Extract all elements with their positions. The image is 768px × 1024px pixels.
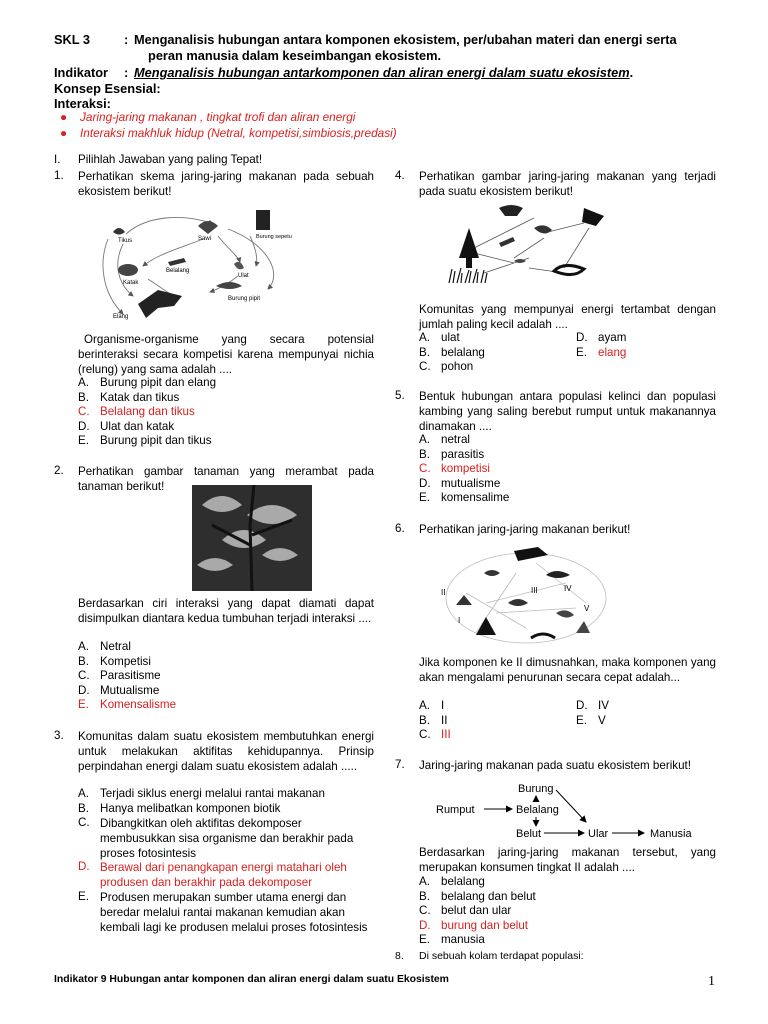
snake-icon: [531, 634, 555, 638]
tikus-icon: [113, 228, 125, 235]
option-text: I: [441, 699, 445, 712]
q5-number: 5.: [395, 389, 405, 402]
q1-food-web-figure: [78, 204, 308, 324]
q3-option-a[interactable]: [78, 787, 325, 800]
q1-label-burung-pipit: Burung pipit: [228, 296, 261, 302]
q7-number: 7.: [395, 758, 405, 771]
q7-node-manusia: Manusia: [650, 828, 692, 840]
option-letter: B.: [78, 391, 89, 404]
interaksi-label: Interaksi:: [54, 96, 111, 111]
q7-node-rumput: Rumput: [436, 804, 475, 816]
q2-climbing-plant-photo: [192, 485, 312, 591]
sawi-icon: [198, 221, 218, 234]
page-number: 1: [708, 974, 715, 989]
bullet-dot-icon: ●: [60, 110, 68, 124]
q6-option-d[interactable]: [576, 699, 609, 712]
option-text: III: [441, 728, 451, 741]
option-text: burung dan belut: [441, 919, 529, 932]
q6-text: Jika komponen ke II dimusnahkan, maka komponen yang akan mengalami penurunan secara cepat adalah...: [419, 656, 716, 684]
q1-option-d[interactable]: [78, 420, 174, 433]
q1-label-katak: Katak: [123, 280, 139, 286]
option-text: Netral: [100, 640, 131, 653]
frog-icon: [556, 610, 574, 617]
option-letter: B.: [419, 346, 430, 359]
option-text: IV: [598, 699, 609, 712]
option-text: II: [441, 714, 448, 727]
ayam-icon: [499, 205, 523, 216]
owl-icon: [484, 570, 500, 576]
q1-label-tikus: Tikus: [118, 238, 133, 244]
indikator-text: [134, 65, 633, 80]
q6-option-c[interactable]: [419, 728, 451, 741]
q6-number: 6.: [395, 522, 405, 535]
arrow-burung-ular: [556, 790, 586, 822]
q7-option-c[interactable]: [419, 904, 511, 917]
q2-option-d[interactable]: [78, 684, 159, 697]
skl-text-line1: Menganalisis hubungan antara komponen ekosistem, per/ubahan materi dan energi serta: [134, 32, 677, 47]
cat-icon: [514, 547, 548, 561]
option-text: Dibangkitkan oleh aktifitas dekomposer membusukkan sisa organisme dan berakhir pada proses fotosintesis: [100, 817, 354, 860]
q5-stem: Bentuk hubungan antara populasi kelinci dan populasi kambing yang saling berebut rumput untuk makanannya dinamakan ....: [419, 390, 716, 433]
tree-icon: [476, 617, 496, 635]
option-letter: E.: [78, 698, 89, 711]
option-text: belut dan ular: [441, 904, 512, 917]
option-text: Hanya melibatkan komponen biotik: [100, 802, 281, 815]
skl-colon: :: [124, 32, 129, 47]
q6-label-iii: III: [531, 586, 538, 595]
q2-option-c[interactable]: [78, 669, 161, 682]
q3-stem: Komunitas dalam suatu ekosistem membutuhkan energi untuk melakukan aktifitas kehidupannya. Prinsip perpindahan energi dalam suatu ekosistem adalah .....: [78, 730, 374, 773]
q6-option-b[interactable]: [419, 714, 447, 727]
q4-stem: Perhatikan gambar jaring-jaring makanan yang terjadi pada suatu ekosistem berikut!: [419, 170, 716, 198]
q3-option-d[interactable]: [78, 860, 374, 890]
option-text: Komensalisme: [100, 698, 177, 711]
option-letter: D.: [78, 420, 90, 433]
q1-option-e[interactable]: [78, 434, 212, 447]
q1-label-sawi: Sawi: [198, 236, 212, 242]
rabbit-icon: [456, 595, 472, 605]
q7-node-belut: Belut: [516, 828, 542, 840]
q8-number: 8.: [395, 950, 404, 962]
option-letter: D.: [419, 477, 431, 490]
option-letter: A.: [419, 433, 430, 446]
option-letter: C.: [78, 669, 90, 682]
q6-label-iv: IV: [564, 584, 572, 593]
q4-number: 4.: [395, 169, 405, 182]
option-letter: C.: [78, 816, 90, 829]
section-num: I.: [54, 153, 61, 166]
q7-node-belalang: Belalang: [516, 804, 559, 816]
q7-option-d[interactable]: [419, 919, 528, 932]
option-letter: B.: [419, 890, 430, 903]
bullet-2-text: Interaksi makhluk hidup (Netral, kompetisi,simbiosis,predasi): [80, 126, 397, 140]
q3-option-c[interactable]: [78, 816, 374, 861]
option-letter: D.: [576, 699, 588, 712]
q2-text: Berdasarkan ciri interaksi yang dapat diamati dapat disimpulkan diantara kedua tumbuhan terjadi interaksi ....: [78, 597, 374, 625]
q1-label-belalang: Belalang: [166, 268, 190, 274]
option-letter: A.: [419, 699, 430, 712]
option-text: Parasitisme: [100, 669, 161, 682]
q7-text: Berdasarkan jaring-jaring makanan tersebut, yang merupakan konsumen tingkat II adalah ....: [419, 846, 716, 874]
belalang-icon: [499, 237, 515, 247]
option-letter: B.: [419, 714, 430, 727]
q5-option-b[interactable]: [419, 448, 484, 461]
q4-option-a[interactable]: [419, 331, 460, 344]
q6-label-ii: II: [441, 588, 446, 597]
katak-icon: [118, 264, 138, 276]
q1-option-b[interactable]: [78, 391, 179, 404]
option-text: netral: [441, 433, 471, 446]
rumput-icon: [449, 268, 487, 283]
skl-text-line2: peran manusia dalam keseimbangan ekosistem.: [148, 48, 442, 63]
q6-option-e[interactable]: [576, 714, 606, 727]
option-text: Kompetisi: [100, 655, 151, 668]
option-text: belalang: [441, 346, 485, 359]
q4-option-d[interactable]: [576, 331, 626, 344]
option-letter: E.: [576, 714, 587, 727]
q7-stem: Jaring-jaring makanan pada suatu ekosistem berikut!: [419, 759, 691, 772]
option-letter: D.: [419, 919, 431, 932]
q1-label-elang: Elang: [113, 314, 129, 320]
q2-option-e[interactable]: [78, 698, 176, 711]
skl-label: SKL 3: [54, 32, 91, 47]
grasshopper-icon: [508, 599, 528, 606]
q7-option-e[interactable]: [419, 933, 485, 946]
q6-option-a[interactable]: [419, 699, 444, 712]
bullet-dot-icon: ●: [60, 126, 68, 140]
option-text: V: [598, 714, 606, 727]
option-text: Katak dan tikus: [100, 391, 180, 404]
burung-sepetu-icon: [256, 210, 270, 230]
option-text: Ulat dan katak: [100, 420, 175, 433]
q1-label-ulat: Ulat: [238, 273, 249, 279]
option-text: mutualisme: [441, 477, 501, 490]
option-letter: B.: [78, 655, 89, 668]
konsep-esensial: Konsep Esensial:: [54, 81, 161, 96]
rat-icon: [546, 571, 570, 578]
footer-text: Indikator 9 Hubungan antar komponen dan aliran energi dalam suatu Ekosistem: [54, 974, 449, 985]
elang-icon: [138, 290, 182, 318]
option-letter: C.: [419, 360, 431, 373]
ular-icon: [554, 265, 584, 274]
option-letter: C.: [419, 728, 431, 741]
bullet-1-text: Jaring-jaring makanan , tingkat trofi dan aliran energi: [80, 110, 356, 124]
option-text: belalang dan belut: [441, 890, 536, 903]
q1-text: Organisme-organisme yang secara potensial berinteraksi secara kompetisi karena mempunyai nichia (relung) yang sama adalah ....: [78, 333, 374, 376]
q3-option-b[interactable]: [78, 802, 280, 815]
option-text: pohon: [441, 360, 474, 373]
indikator-dot: .: [629, 65, 634, 80]
bullet-1: [60, 110, 355, 124]
q2-number: 2.: [54, 464, 64, 477]
q5-option-a[interactable]: [419, 433, 470, 446]
indikator-label: Indikator: [54, 65, 109, 80]
q3-option-e[interactable]: [78, 890, 374, 935]
option-letter: E.: [419, 491, 430, 504]
q6-stem: Perhatikan jaring-jaring makanan berikut!: [419, 523, 631, 536]
option-letter: A.: [419, 875, 430, 888]
option-letter: A.: [78, 787, 89, 800]
option-text: belalang: [441, 875, 485, 888]
q8-stem: Di sebuah kolam terdapat populasi:: [419, 950, 584, 962]
q3-number: 3.: [54, 729, 64, 742]
q5-option-e[interactable]: [419, 491, 509, 504]
q2-option-a[interactable]: [78, 640, 131, 653]
option-letter: C.: [419, 904, 431, 917]
q7-food-chain-diagram: [436, 780, 706, 842]
option-letter: E.: [78, 434, 89, 447]
q7-node-ular: Ular: [588, 828, 609, 840]
option-letter: E.: [576, 346, 587, 359]
q7-option-a[interactable]: [419, 875, 485, 888]
indikator-text-body: Menganalisis hubungan antarkomponen dan aliran energi dalam suatu ekosistem: [134, 65, 630, 80]
q1-label-burung-sepetu: Burung sepetu: [256, 234, 292, 240]
q4-text: Komunitas yang mempunyai energi tertambat dengan jumlah paling kecil adalah ....: [419, 303, 716, 331]
option-letter: D.: [576, 331, 588, 344]
pohon-icon: [459, 228, 479, 268]
option-letter: B.: [419, 448, 430, 461]
option-text: parasitis: [441, 448, 485, 461]
q2-stem: Perhatikan gambar tanaman yang merambat pada tanaman berikut!: [78, 465, 374, 493]
section-title: Pilihlah Jawaban yang paling Tepat!: [78, 153, 263, 166]
bullet-2: [60, 126, 397, 140]
option-text: ulat: [441, 331, 460, 344]
option-text: Terjadi siklus energi melalui rantai makanan: [100, 787, 325, 800]
option-letter: E.: [78, 890, 89, 903]
q5-option-c[interactable]: [419, 462, 490, 475]
q1-option-a[interactable]: [78, 376, 216, 389]
ulat-icon: [234, 262, 244, 270]
q7-option-b[interactable]: [419, 890, 536, 903]
q7-node-burung: Burung: [518, 783, 554, 795]
q4-option-b[interactable]: [419, 346, 485, 359]
option-text: Berawal dari penangkapan energi matahari oleh produsen dan berakhir pada dekomposer: [100, 861, 347, 889]
q4-option-e[interactable]: [576, 346, 626, 359]
option-letter: D.: [78, 860, 90, 873]
q6-food-web-figure: [436, 543, 616, 651]
option-text: Burung pipit dan elang: [100, 376, 217, 389]
option-letter: C.: [419, 462, 431, 475]
elang-icon: [582, 208, 604, 226]
option-letter: A.: [78, 640, 89, 653]
option-text: manusia: [441, 933, 485, 946]
option-text: kompetisi: [441, 462, 490, 475]
q6-label-i: I: [458, 616, 461, 625]
q1-number: 1.: [54, 169, 64, 182]
option-text: Produsen merupakan sumber utama energi dan beredar melalui rantai makanan kemudian akan kembali lagi ke produsen melalui proses fotosintesis: [100, 891, 368, 934]
option-letter: D.: [78, 684, 90, 697]
option-letter: C.: [78, 405, 90, 418]
q5-option-d[interactable]: [419, 477, 500, 490]
q1-stem: Perhatikan skema jaring-jaring makanan pada sebuah ekosistem berikut!: [78, 170, 374, 198]
q4-option-c[interactable]: [419, 360, 473, 373]
option-text: komensalime: [441, 491, 510, 504]
option-letter: B.: [78, 802, 89, 815]
belalang-icon: [168, 258, 186, 266]
option-letter: A.: [419, 331, 430, 344]
q1-option-c[interactable]: [78, 405, 195, 418]
option-text: Burung pipit dan tikus: [100, 434, 212, 447]
q6-label-v: V: [584, 604, 590, 613]
option-letter: E.: [419, 933, 430, 946]
option-letter: A.: [78, 376, 89, 389]
option-text: elang: [598, 346, 627, 359]
q2-option-b[interactable]: [78, 655, 151, 668]
q4-food-web-figure: [444, 203, 619, 288]
section-heading: [54, 153, 262, 166]
option-text: Mutualisme: [100, 684, 160, 697]
option-text: Belalang dan tikus: [100, 405, 195, 418]
indikator-colon: :: [124, 65, 129, 80]
katak-icon: [534, 225, 552, 233]
option-text: ayam: [598, 331, 627, 344]
